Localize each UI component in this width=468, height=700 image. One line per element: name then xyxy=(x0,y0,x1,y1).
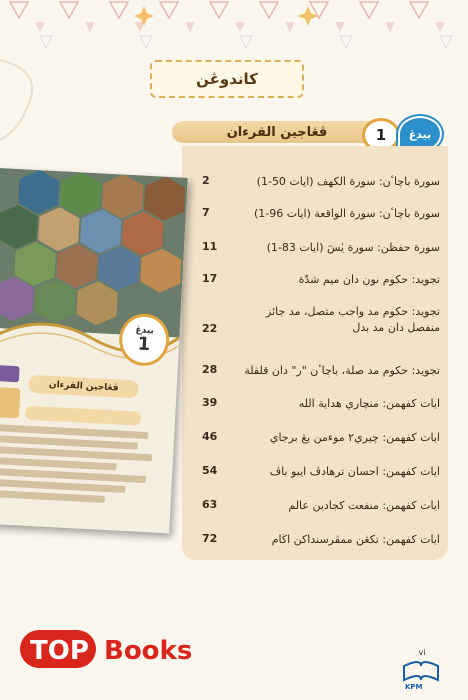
unit-tag: بيدڠ xyxy=(398,116,442,152)
decorative-swirl xyxy=(0,40,60,160)
star-ornament-icon xyxy=(134,6,154,26)
toc-item-title: ايات كفهمن: تكڠن ممڤرسنداكن اڬام xyxy=(271,533,440,546)
toc-item-title: تجويد: حكوم مد واجب متصل، مد جائز منفصل دان مد بدل xyxy=(266,305,440,334)
toc-page-number: 72 xyxy=(202,532,218,545)
toc-page-number: 7 xyxy=(202,206,210,219)
toc-item-title: تجويد: حكوم مد صلة، باچاٴن "ر" دان قلقلة xyxy=(244,364,440,377)
toc-page-number: 63 xyxy=(202,498,218,511)
topbooks-logo xyxy=(20,624,220,674)
page-title: كاندوڠن xyxy=(150,60,304,98)
logo-books-text: Books xyxy=(104,636,193,666)
toc-page-number: 17 xyxy=(202,272,218,285)
logo-top-text: TOP xyxy=(30,636,89,666)
toc-page-number: 22 xyxy=(202,322,218,335)
top-decorative-pattern xyxy=(0,0,468,58)
toc-item-title: ايات كفهمن: منفعت كجادين عالم xyxy=(288,499,440,512)
star-ornament-icon xyxy=(298,6,318,26)
toc-page-number: 39 xyxy=(202,396,218,409)
toc-item-title: ايات كفهمن: منچاري هداية الله xyxy=(298,397,440,410)
book-cover-preview xyxy=(0,168,188,533)
cover-badge-word: بيدڠ xyxy=(135,325,155,337)
toc-page-number: 54 xyxy=(202,464,218,477)
table-of-contents xyxy=(182,146,448,560)
cover-badge-number: 1 xyxy=(137,333,151,356)
publisher-label: KPM xyxy=(405,683,423,691)
unit-header xyxy=(172,118,448,144)
cover-line xyxy=(0,490,105,503)
cover-list-header xyxy=(25,406,142,426)
toc-item-title: ايات كفهمن: احسان ترهادڤ ايبو باڤ xyxy=(269,465,440,478)
toc-page-number: 2 xyxy=(202,174,210,187)
toc-item-title: تجويد: حكوم نون دان ميم شدّة xyxy=(298,273,440,286)
toc-page-number: 46 xyxy=(202,430,218,443)
cover-unit-title: ڤڠاجين القرءان xyxy=(28,375,139,399)
toc-item-title: ايات كفهمن: چيري٢ موءمن يڠ برجاي xyxy=(269,431,440,444)
page-number: vi xyxy=(418,648,426,657)
toc-page-number: 28 xyxy=(202,363,218,376)
toc-item-title: سورة حفظن: سورة يٰسٓ (ايات 83-1) xyxy=(266,241,440,254)
unit-title: ڤڠاجين القرءان xyxy=(172,121,382,143)
toc-page-number: 11 xyxy=(202,240,218,253)
cover-contents-list xyxy=(0,404,171,523)
toc-item-title: سورة باچاٴن: سورة الكهف (ايات 50-1) xyxy=(256,175,440,188)
toc-item-title: سورة باچاٴن: سورة الواقعة (ايات 96-1) xyxy=(254,207,440,220)
unit-number: 1 xyxy=(362,118,400,152)
